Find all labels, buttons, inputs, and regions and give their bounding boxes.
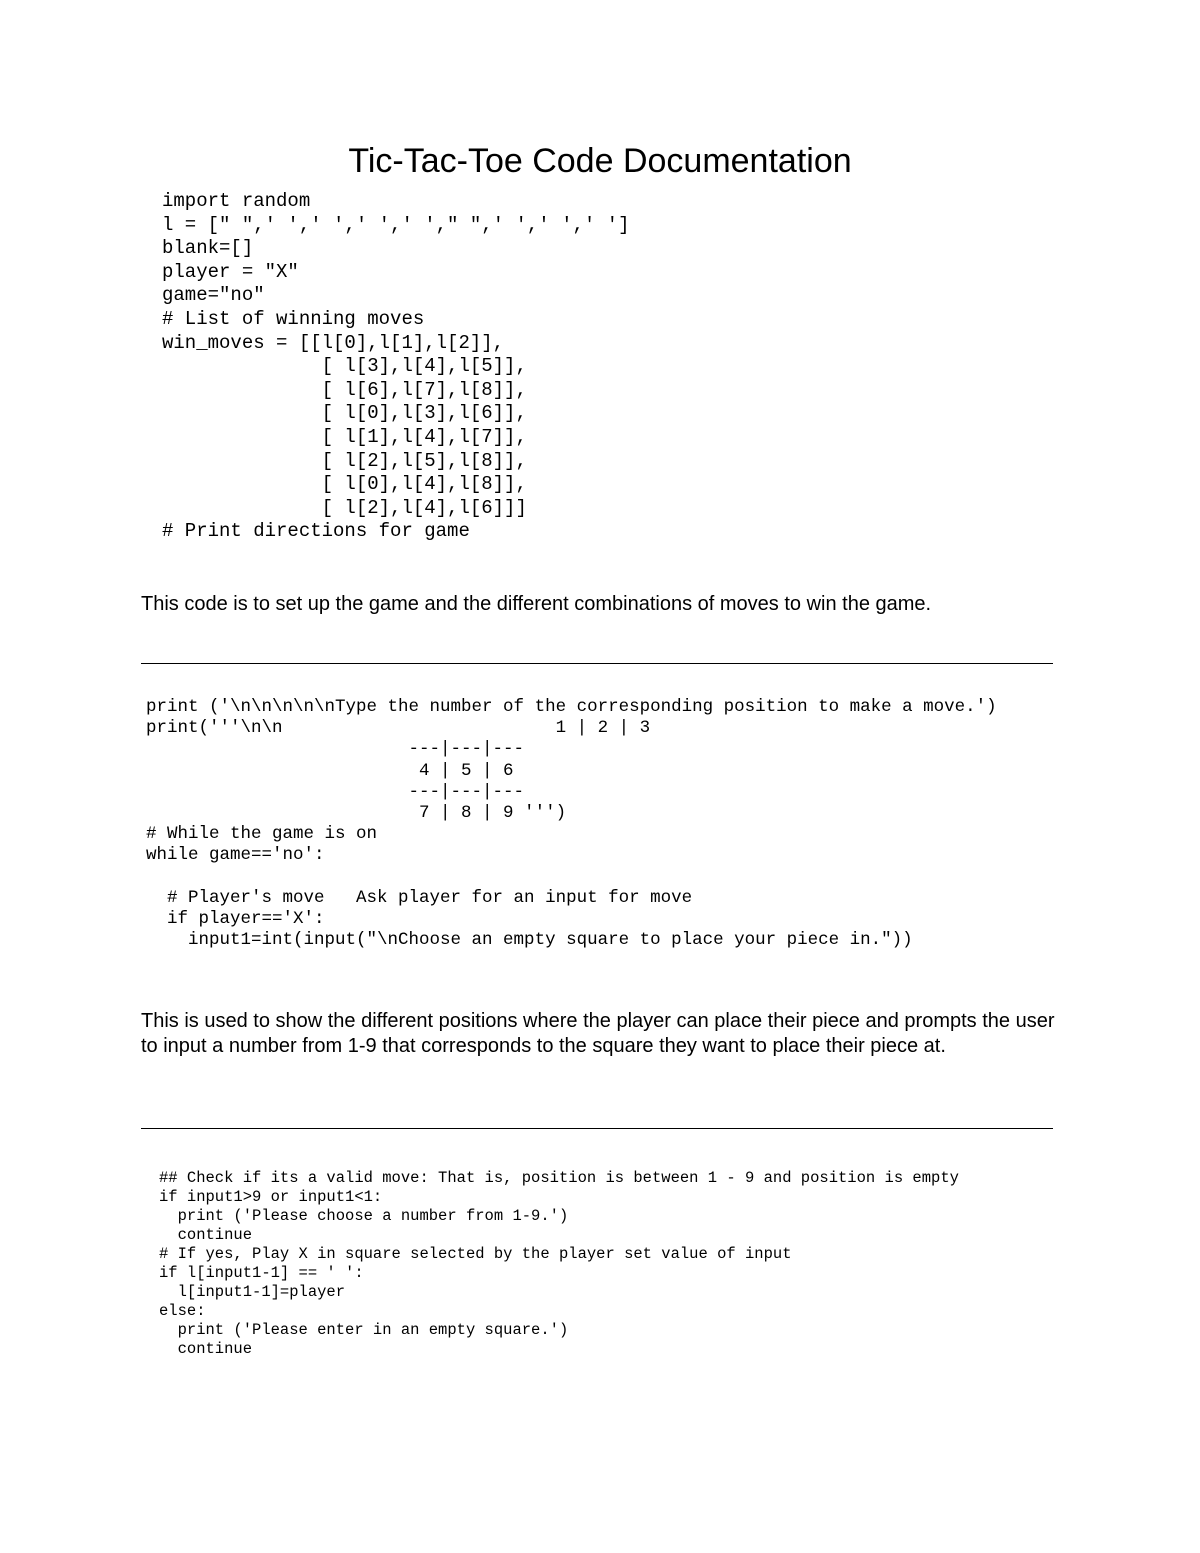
page-title: Tic-Tac-Toe Code Documentation (348, 142, 852, 180)
code-block-directions: print ('\n\n\n\n\nType the number of the corresponding position to make a move.') print('''\n\n 1 | 2 | 3 ---|---|--- 4 | 5 | 6 ---|---|--- 7 | 8 | 9 ''') # While the game is on while game=='no': # Player's move Ask player for an input for move if player=='X': input1=int(input("\nChoose an empty square to place your piece in.")) (146, 697, 997, 951)
description-directions: This is used to show the different positions where the player can place their piece and prompts the user to input a number from 1-9 that corresponds to the square they want to place their piece at. (141, 1010, 1055, 1057)
code-block-validation: ## Check if its a valid move: That is, position is between 1 - 9 and position is empty if input1>9 or input1<1: print ('Please choose a number from 1-9.') continue # If yes, Play X in square selected by the player set value of input if l[input1-1] == ' ': l[input1-1]=player else: print ('Please enter in an empty square.') continue (159, 1169, 959, 1358)
description-setup: This code is to set up the game and the different combinations of moves to win the game. (141, 593, 932, 615)
section-divider (141, 663, 1053, 664)
section-divider (141, 1128, 1053, 1129)
code-block-setup: import random l = [" ",' ',' ',' ',' '," ",' ',' ',' '] blank=[] player = "X" game="no" # List of winning moves win_moves = [[l[0],l[1],l[2]], [ l[3],l[4],l[5]], [ l[6],l[7],l[8]], [ l[0],l[3],l[6]], [ l[1],l[4],l[7]], [ l[2],l[5],l[8]], [ l[0],l[4],l[8]], [ l[2],l[4],l[6]]] # Print directions for game (162, 190, 630, 543)
